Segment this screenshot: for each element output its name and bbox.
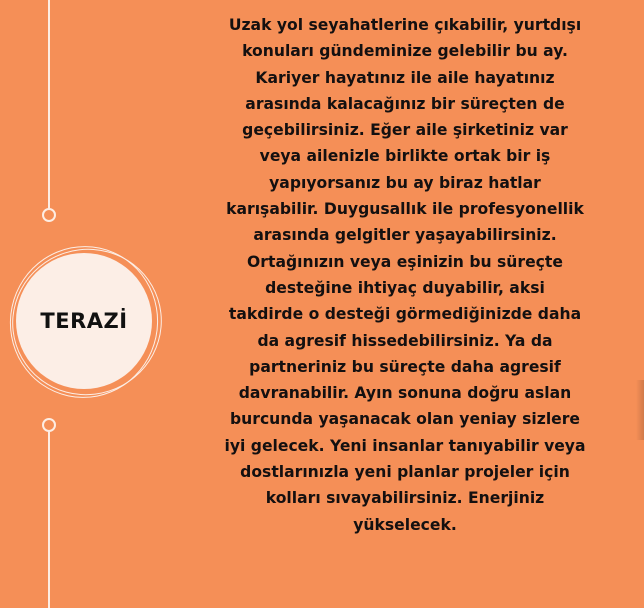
timeline-line-bottom — [48, 430, 50, 608]
horoscope-text: Uzak yol seyahatlerine çıkabilir, yurtdışı konuları gündeminize gelebilir bu ay. Kariyer hayatınız ile aile hayatınız arasında kalacağınız bir süreçten de geçebilirsiniz. Eğer aile şirketiniz var veya ailenizle birlikte ortak bir iş yapıyorsanız bu ay biraz hatlar karışabilir. Duygusallık ile profesyonellik arasında gelgitler yaşayabilirsiniz. Ortağınızın veya eşinizin bu süreçte desteğine ihtiyaç duyabilir, aksi takdirde o desteği görmediğinizde daha da agresif hissedebilirsiniz. Ya da partneriniz bu süreçte daha agresif davranabilir. Ayın sonuna doğru aslan burcunda yaşanacak olan yeniay sizlere iyi gelecek. Yeni insanlar tanıyabilir veya dostlarınızla yeni planlar projeler için kolları sıvayabilirsiniz. Enerjiniz yükselecek. — [224, 16, 586, 534]
timeline-dot-top — [42, 208, 56, 222]
sign-badge — [18, 255, 150, 387]
sign-name: TERAZİ — [40, 309, 128, 333]
edge-shadow — [636, 380, 644, 440]
timeline-line-top — [48, 0, 50, 210]
